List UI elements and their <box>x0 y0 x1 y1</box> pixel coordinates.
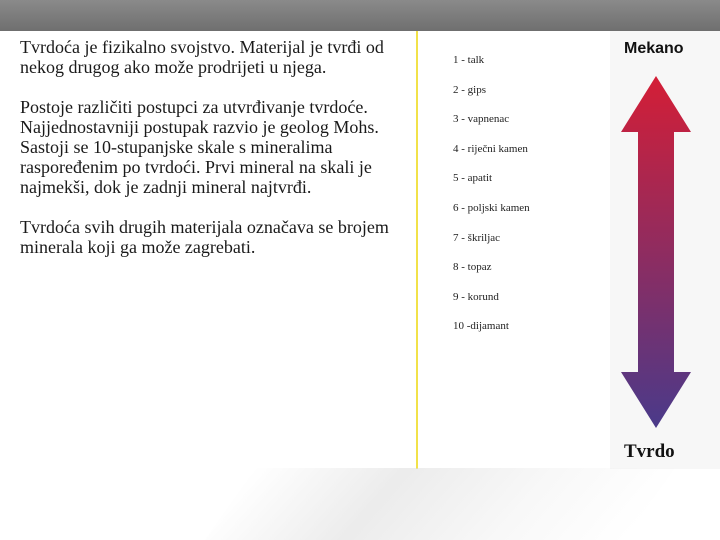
scale-item-10: 10 -dijamant <box>453 320 509 333</box>
soft-label: Mekano <box>624 40 684 57</box>
slide-top-bar <box>0 0 720 31</box>
intro-paragraph-2: Postoje različiti postupci za utvrđivanje tvrdoće. Najjednostavniji postupak razvio je geolog Mohs. Sastoji se 10-stupanjske skale s mineralima raspoređenim po tvrdoći. Prvi mineral na skali je najmekši, dok je zadnji mineral najtvrđi. <box>20 97 379 197</box>
scale-item-4: 4 - riječni kamen <box>453 142 528 155</box>
decorative-shadow <box>205 468 675 540</box>
scale-item-5: 5 - apatit <box>453 172 493 185</box>
scale-item-8: 8 - topaz <box>453 261 492 274</box>
scale-item-9: 9 - korund <box>453 290 499 303</box>
scale-item-2: 2 - gips <box>453 83 486 96</box>
mohs-scale-list <box>453 54 530 350</box>
hardness-description <box>20 37 400 277</box>
intro-paragraph-3: Tvrdoća svih drugih materijala označava se brojem minerala koji ga može zagrebati. <box>20 217 389 257</box>
scale-item-1: 1 - talk <box>453 54 485 66</box>
hard-label: Tvrdo <box>624 441 675 462</box>
scale-item-6: 6 - poljski kamen <box>453 201 530 214</box>
intro-paragraph-1: Tvrdoća je fizikalno svojstvo. Materijal je tvrđi od nekog drugog ako može prodrijeti u njega. <box>20 37 384 77</box>
scale-item-7: 7 - škriljac <box>453 231 501 244</box>
double-arrow-icon <box>619 76 693 428</box>
scale-item-3: 3 - vapnenac <box>453 113 510 126</box>
